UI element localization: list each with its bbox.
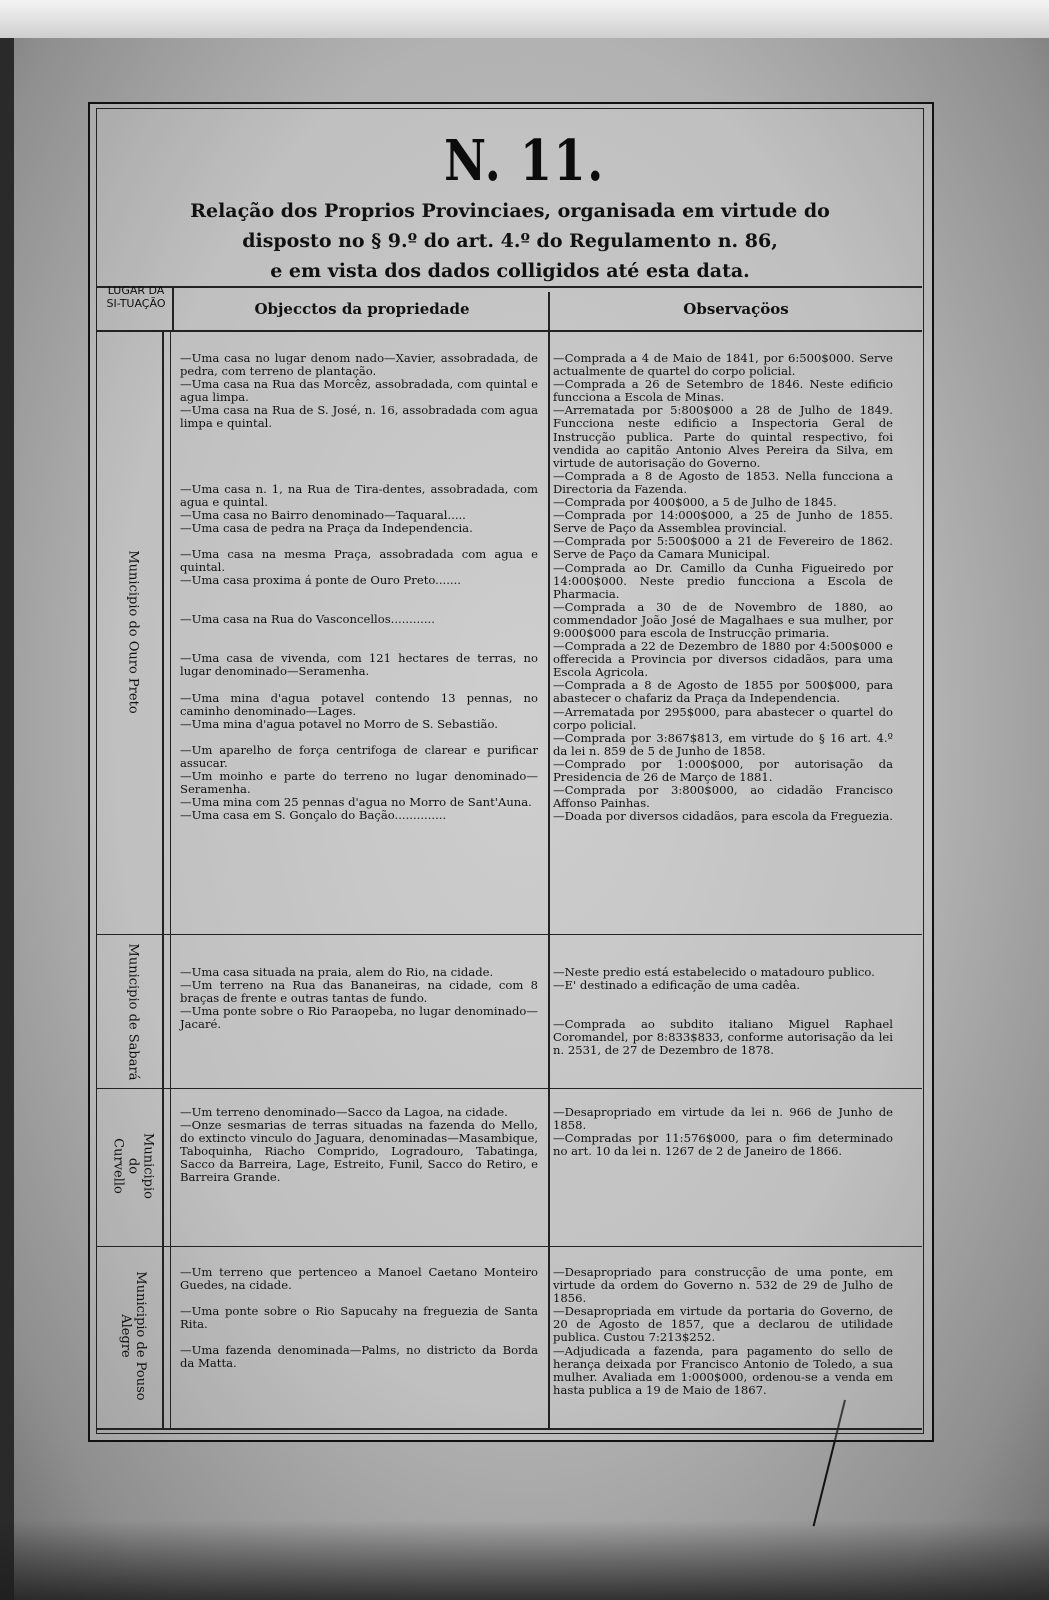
municipio-ouro-preto-label: Municipio do Ouro Preto [125, 550, 141, 714]
list-item: —Uma casa em S. Gonçalo do Bação.............. [180, 808, 447, 823]
document-number: N. 11. [444, 128, 605, 194]
list-item: —Comprada por 3:867$813, em virtude do § 16 art. 4.º da lei n. 859 de 5 de Junho de 1858. [553, 730, 893, 758]
table-bottom-rule [96, 1428, 922, 1430]
list-item: —Um terreno denominado—Sacco da Lagoa, na cidade. [180, 1105, 508, 1119]
list-item: —Arrematada por 295$000, para abastecer o quartel do corpo policial. [553, 704, 893, 732]
municipio-pouso-alegre-line-2: Alegre [118, 1314, 133, 1358]
list-item: —Uma casa n. 1, na Rua de Tira-dentes, assobradada, com agua e quintal. [180, 481, 538, 509]
heading-line-3: e em vista dos dados colligidos até esta data. [270, 260, 750, 282]
list-item: —Um terreno que pertenceo a Manoel Caetano Monteiro Guedes, na cidade. [180, 1265, 538, 1293]
list-item: —Uma casa na Rua do Vasconcellos............ [180, 612, 435, 627]
scanner-bottom-shadow [0, 1520, 1049, 1600]
table-header-bottom-rule [96, 330, 922, 332]
list-item: —Neste predio está estabelecido o matadouro publico. [553, 965, 875, 979]
column-header-lugar: LUGAR DA SI-TUAÇÃO [106, 284, 166, 310]
sabara-objects [180, 966, 538, 1031]
column-divider-lugar [162, 330, 164, 1428]
list-item: —Uma casa de vivenda, com 121 hectares de terras, no lugar denominado—Seramenha. [180, 651, 538, 679]
list-item: —Uma fazenda denominada—Palms, no districto da Borda da Matta. [180, 1343, 538, 1371]
list-item: —Comprada a 8 de Agosto de 1855 por 500$000, para abastecer o chafariz da Praça da Independencia. [553, 678, 893, 706]
scanner-top-strip [0, 0, 1049, 38]
sabara-observations [553, 966, 893, 1057]
pouso-alegre-observations [553, 1266, 893, 1397]
list-item: —Uma casa no lugar denom nado—Xavier, assobradada, de pedra, com terreno de plantação. [180, 351, 538, 379]
section-rule-curvello [96, 1246, 922, 1247]
list-item: —Um moinho e parte do terreno no lugar denominado—Seramenha. [180, 768, 538, 797]
list-item: —E' destinado a edificação de uma cadêa. [553, 978, 801, 993]
column-header-observacoes: Observaçöos [683, 300, 789, 318]
curvello-objects [180, 1106, 538, 1185]
list-item: —Comprado por 1:000$000, por autorisação da Presidencia de 26 de Março de 1881. [553, 756, 893, 784]
municipio-curvello-line-1: Municipio [140, 1133, 156, 1199]
table-top-rule [96, 286, 922, 288]
list-item: —Uma mina d'agua potavel no Morro de S. Sebastião. [180, 716, 498, 731]
header-divider-1 [172, 286, 174, 332]
municipio-curvello-label [111, 1133, 156, 1199]
list-item: —Uma ponte sobre o Rio Sapucahy na freguezia de Santa Rita. [180, 1304, 538, 1332]
list-item: —Desapropriado em virtude da lei n. 966 de Junho de 1858. [553, 1105, 893, 1133]
scanner-left-edge [0, 38, 14, 1600]
curvello-observations [553, 1106, 893, 1158]
list-item: —Comprada a 30 de de Novembro de 1880, ao commendador João José de Magalhaes e sua mulher, por 9:000$000 para escola de Instrucção primaria. [553, 599, 893, 640]
ouro-preto-objects [180, 352, 538, 822]
list-item: —Uma casa situada na praia, alem do Rio, na cidade. [180, 965, 494, 979]
list-item: —Uma mina com 25 pennas d'agua no Morro de Sant'Auna. [180, 795, 532, 810]
list-item: —Comprada a 22 de Dezembro de 1880 por 4:500$000 e offerecida a Provincia por diversos cidadãos, para uma Escola Agricola. [553, 639, 893, 680]
list-item: —Doada por diversos cidadãos, para escola da Freguezia. [553, 809, 893, 824]
list-item: —Desapropriado para construcção de uma ponte, em virtude da ordem do Governo n. 532 de 29 de Julho de 1856. [553, 1265, 893, 1306]
ouro-preto-observations [553, 352, 893, 823]
municipio-curvello-line-2: do [125, 1157, 141, 1175]
list-item: —Uma casa na Rua das Morcêz, assobradada, com quintal e agua limpa. [180, 377, 538, 405]
list-item: —Compradas por 11:576$000, para o fim determinado no art. 10 da lei n. 1267 de 2 de Janeiro de 1866. [553, 1131, 893, 1159]
municipio-sabara-label: Municipio de Sabará [125, 943, 141, 1081]
list-item: —Comprada por 3:800$000, ao cidadão Francisco Affonso Painhas. [553, 783, 893, 811]
section-rule-ouro-preto [96, 934, 922, 935]
list-item: —Uma casa na mesma Praça, assobradada com agua e quintal. [180, 546, 538, 575]
heading-line-2: disposto no § 9.º do art. 4.º do Regulamento n. 86, [242, 230, 778, 252]
heading-line-1: Relação dos Proprios Provinciaes, organisada em virtude do [190, 200, 830, 222]
list-item: —Uma casa na Rua de S. José, n. 16, assobradada com agua limpa e quintal. [180, 403, 538, 431]
list-item: —Onze sesmarias de terras situadas na fazenda do Mello, do extincto vinculo do Jaguara, denominadas—Masambique, Taboquinha, Riacho Comprido, Logradouro, Tabatinga, Sacco da Barreira, Lage, Estreito, Funil, Sacco do Retiro, e Barreira Grande. [180, 1118, 538, 1185]
list-item: —Uma ponte sobre o Rio Paraopeba, no lugar denominado—Jacaré. [180, 1004, 538, 1032]
municipio-pouso-alegre-label [118, 1271, 148, 1400]
header-divider-2 [548, 292, 550, 332]
column-divider-lugar-inner [170, 330, 171, 1428]
column-header-objectos: Objecctos da propriedade [254, 300, 470, 318]
list-item: —Um aparelho de força centrifoga de clarear e purificar assucar. [180, 742, 538, 770]
list-item: —Comprada a 8 de Agosto de 1853. Nella funcciona a Directoria da Fazenda. [553, 468, 893, 496]
municipio-curvello-line-3: Curvello [110, 1138, 126, 1194]
list-item: —Adjudicada a fazenda, para pagamento do sello de herança deixada por Francisco Antonio de Toledo, a sua mulher. Avaliada em 1:000$000, ordenou-se a venda em hasta publica a 19 de Maio de 1867. [553, 1343, 893, 1397]
list-item: —Comprada por 14:000$000, a 25 de Junho de 1855. Serve de Paço da Assemblea provincial. [553, 508, 893, 536]
list-item: —Uma casa de pedra na Praça da Independencia. [180, 520, 473, 535]
list-item: —Comprada a 26 de Setembro de 1846. Neste edificio funcciona a Escola de Minas. [553, 377, 893, 405]
list-item: —Uma casa proxima á ponte de Ouro Preto....... [180, 573, 461, 588]
list-item: —Desapropriada em virtude da portaria do Governo, de 20 de Agosto de 1857, que a declarou de utilidade publica. Custou 7:213$252. [553, 1304, 893, 1345]
section-rule-sabara [96, 1088, 922, 1089]
list-item: —Comprada a 4 de Maio de 1841, por 6:500$000. Serve actualmente de quartel do corpo policial. [553, 351, 893, 379]
column-divider-obs [548, 330, 550, 1428]
municipio-pouso-alegre-line-1: Municipio de Pouso [133, 1271, 148, 1401]
list-item: —Um terreno na Rua das Bananeiras, na cidade, com 8 braças de frente e outras tantas de fundo. [180, 978, 538, 1006]
list-item: —Uma mina d'agua potavel contendo 13 pennas, no caminho denominado—Lages. [180, 690, 538, 718]
pouso-alegre-objects [180, 1266, 538, 1371]
list-item: —Uma casa no Bairro denominado—Taquaral..... [180, 507, 466, 522]
list-item: —Comprada ao Dr. Camillo da Cunha Figueiredo por 14:000$000. Neste predio funcciona a Escola de Pharmacia. [553, 560, 893, 601]
list-item: —Comprada ao subdito italiano Miguel Raphael Coromandel, por 8:833$833, conforme autorisação da lei n. 2531, de 27 de Dezembro de 1878. [553, 1017, 893, 1058]
list-item: —Arrematada por 5:800$000 a 28 de Julho de 1849. Funcciona neste edificio a Inspectoria Geral de Instrucção publica. Parte do quintal respectivo, foi vendida ao capitão Antonio Alves Pereira da Silva, em virtude de autorisação do Governo. [553, 403, 893, 470]
list-item: —Comprada por 400$000, a 5 de Julho de 1845. [553, 495, 837, 510]
list-item: —Comprada por 5:500$000 a 21 de Fevereiro de 1862. Serve de Paço da Camara Municipal. [553, 534, 893, 562]
